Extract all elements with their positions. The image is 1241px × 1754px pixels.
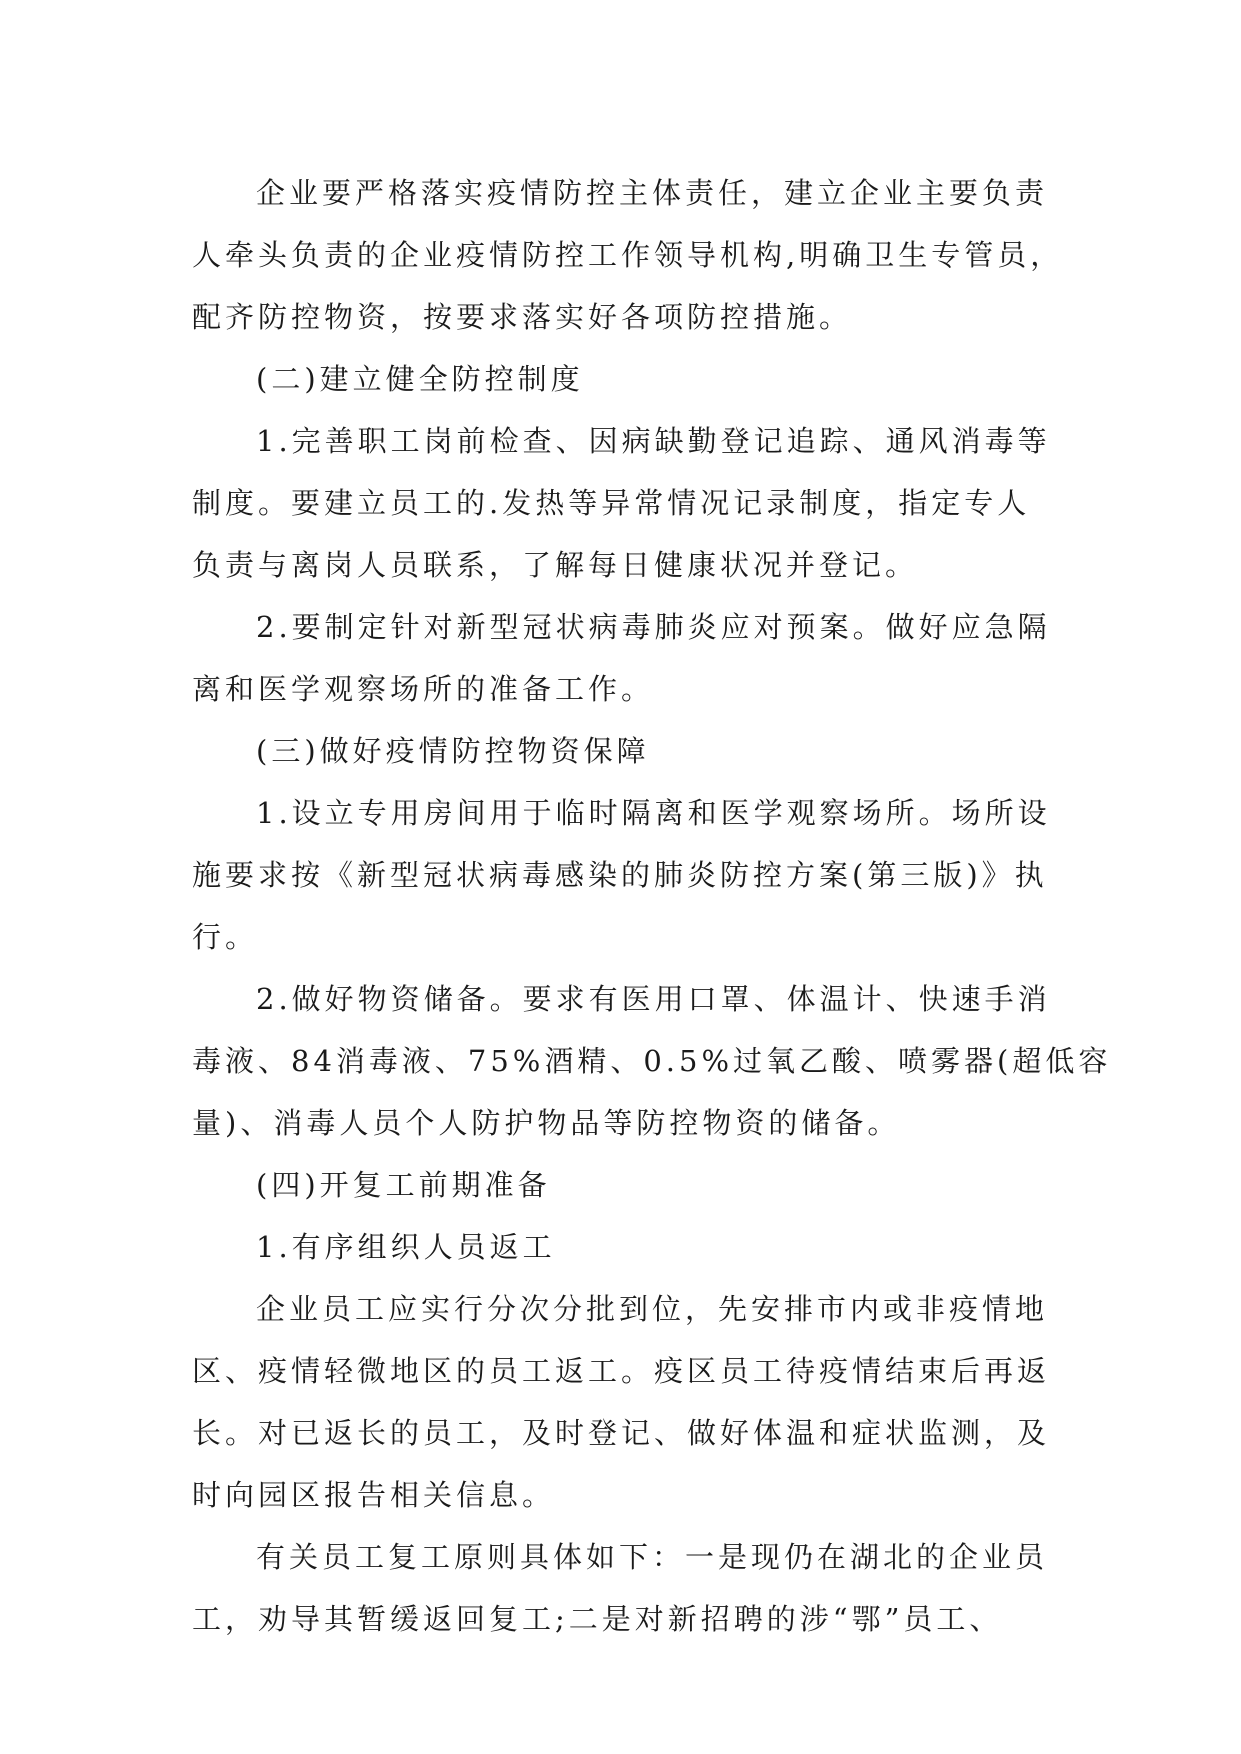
paragraph-line: 施要求按《新型冠状病毒感染的肺炎防控方案(第三版)》执 [192,858,1048,892]
paragraph-line: 量)、消毒人员个人防护物品等防控物资的储备。 [192,1106,901,1140]
paragraph-line: 负责与离岗人员联系，了解每日健康状况并登记。 [192,548,919,582]
paragraph-line: 长。对已返长的员工，及时登记、做好体温和症状监测，及 [192,1416,1051,1450]
paragraph-line: 配齐防控物资，按要求落实好各项防控措施。 [192,300,853,334]
paragraph-line: 工，劝导其暂缓返回复工;二是对新招聘的涉“鄂”员工、 [192,1602,1003,1636]
paragraph-line: 企业员工应实行分次分批到位，先安排市内或非疫情地 [256,1292,1049,1326]
paragraph-line: 区、疫情轻微地区的员工返工。疫区员工待疫情结束后再返 [192,1354,1051,1388]
paragraph-line: 2.做好物资储备。要求有医用口罩、体温计、快速手消 [256,982,1051,1016]
section-heading: (二)建立健全防控制度 [256,362,584,396]
paragraph-line: 时向园区报告相关信息。 [192,1478,556,1512]
paragraph-line: 离和医学观察场所的准备工作。 [192,672,655,706]
paragraph-line: 毒液、84消毒液、75%酒精、0.5%过氧乙酸、喷雾器(超低容 [192,1044,1112,1078]
paragraph-line: 企业要严格落实疫情防控主体责任，建立企业主要负责 [256,176,1049,210]
section-heading: (四)开复工前期准备 [256,1168,551,1202]
subsection-heading: 1.有序组织人员返工 [256,1230,556,1264]
paragraph-line: 制度。要建立员工的.发热等异常情况记录制度，指定专人 [192,486,1031,520]
paragraph-line: 有关员工复工原则具体如下：一是现仍在湖北的企业员 [256,1540,1049,1574]
paragraph-line: 2.要制定针对新型冠状病毒肺炎应对预案。做好应急隔 [256,610,1051,644]
paragraph-line: 人牵头负责的企业疫情防控工作领导机构,明确卫生专管员， [192,238,1064,272]
paragraph-line: 1.完善职工岗前检查、因病缺勤登记追踪、通风消毒等 [256,424,1051,458]
document-body [192,162,1112,1650]
section-heading: (三)做好疫情防控物资保障 [256,734,650,768]
paragraph-line: 1.设立专用房间用于临时隔离和医学观察场所。场所设 [256,796,1051,830]
paragraph-line: 行。 [192,920,259,954]
